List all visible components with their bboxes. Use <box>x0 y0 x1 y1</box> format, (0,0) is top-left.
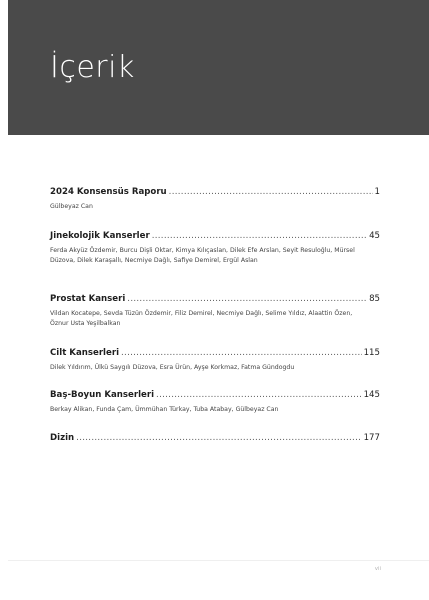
footer-page-number: vii <box>374 566 381 572</box>
toc-entry[interactable] <box>50 293 380 328</box>
toc-page-number: 1 <box>374 187 380 197</box>
toc-leader <box>121 347 362 359</box>
toc-line <box>50 186 380 198</box>
toc-leader <box>127 293 367 305</box>
toc-authors: Gülbeyaz Can <box>50 203 93 210</box>
footer-divider <box>8 560 429 561</box>
toc-leader <box>156 389 362 401</box>
toc-authors: Vildan Kocatepe, Sevda Tüzün Özdemir, Filiz Demirel, Necmiye Dağlı, Selime Yıldız, Alaattin Özen, Öznur Usta Yeşilbalkan <box>50 310 353 327</box>
toc-entry[interactable] <box>50 347 380 373</box>
toc-title: Cilt Kanserleri <box>50 348 120 358</box>
toc-page-number: 115 <box>363 348 380 358</box>
toc-entry[interactable] <box>50 186 380 212</box>
toc-authors: Ferda Akyüz Özdemir, Burcu Dişli Oktar, Kimya Kılıçaslan, Dilek Efe Arslan, Seyit Resuloğlu, Mürsel Düzova, Dilek Karaşallı, Necmiye Dağlı, Safiye Demirel, Ergül Aslan <box>50 247 355 264</box>
toc-leader <box>76 432 361 444</box>
toc-page-number: 177 <box>363 433 380 443</box>
toc-entry[interactable] <box>50 389 380 415</box>
toc-title: Baş-Boyun Kanserleri <box>50 390 155 400</box>
toc-title: 2024 Konsensüs Raporu <box>50 187 167 197</box>
toc-leader <box>152 230 367 242</box>
toc-page-number: 145 <box>363 390 380 400</box>
toc-entry[interactable] <box>50 432 380 444</box>
toc-line <box>50 293 380 305</box>
toc-page-number: 45 <box>369 231 380 241</box>
toc-authors: Berkay Alikan, Funda Çam, Ümmühan Türkay, Tuba Atabay, Gülbeyaz Can <box>50 406 279 413</box>
toc-line <box>50 230 380 242</box>
toc-title: Dizin <box>50 433 75 443</box>
toc-line <box>50 389 380 401</box>
toc-line <box>50 347 380 359</box>
toc-entry[interactable] <box>50 230 380 265</box>
toc-line <box>50 432 380 444</box>
page-title: İçerik <box>50 50 135 85</box>
toc-title: Jinekolojik Kanserler <box>50 231 150 241</box>
header-banner <box>8 0 429 135</box>
toc-title: Prostat Kanseri <box>50 294 126 304</box>
toc-authors: Dilek Yıldırım, Ülkü Saygılı Düzova, Esra Ürün, Ayşe Korkmaz, Fatma Gündogdu <box>50 364 295 371</box>
toc-leader <box>169 186 373 198</box>
toc-page-number: 85 <box>369 294 380 304</box>
